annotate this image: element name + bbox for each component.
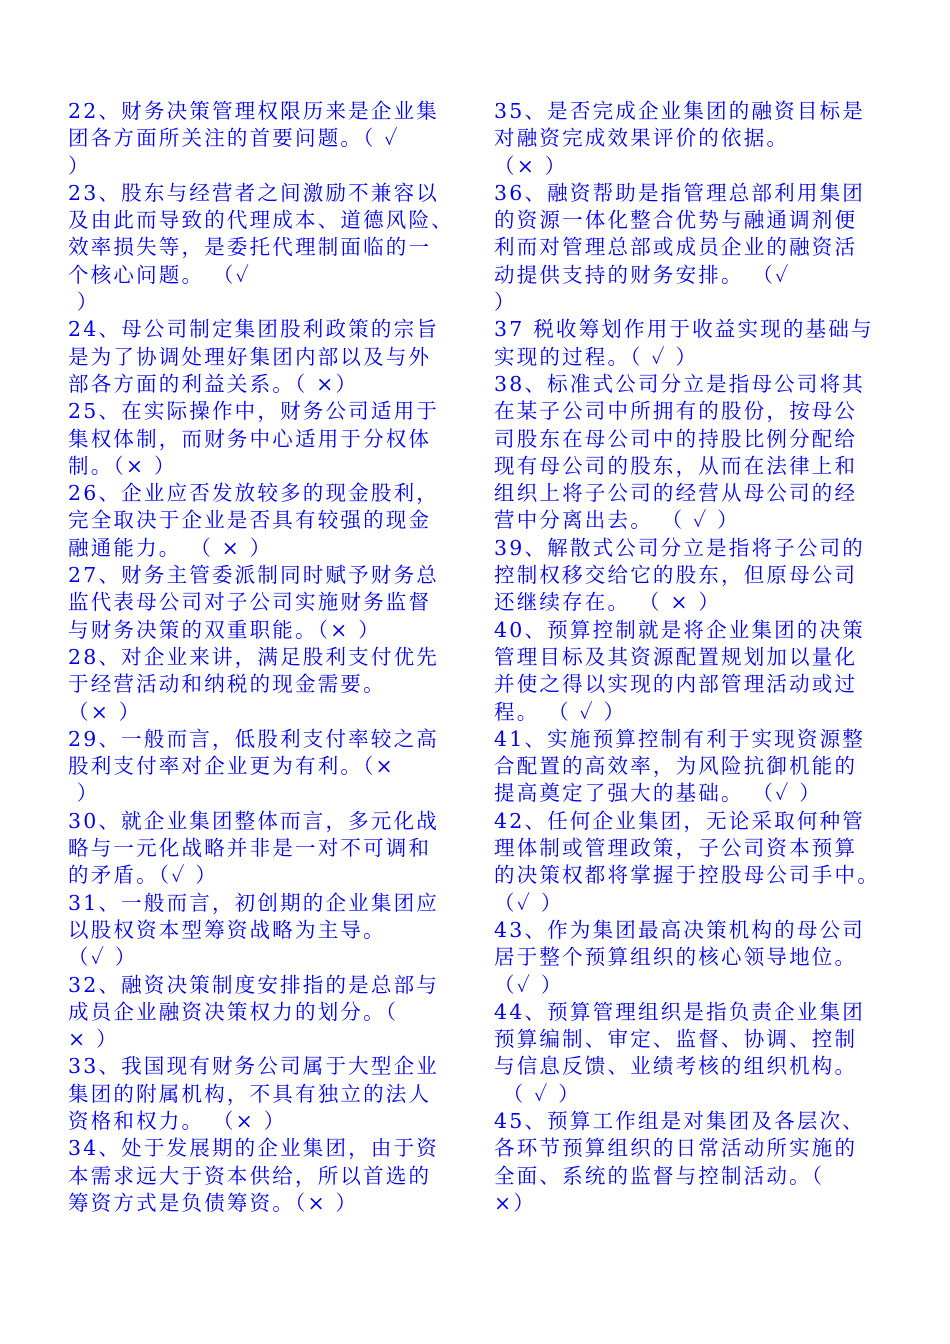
question-36: 36、融资帮助是指管理总部利用集团 的资源一体化整合优势与融通调剂便 利而对管理总部或成员企业的融资活 动提供支持的财务安排。 （✓ ） [494,180,865,315]
question-41: 41、实施预算控制有利于实现资源整 合配置的高效率，为风险抗御机能的 提高奠定了强大的基础。 （✓ ） [494,726,865,806]
question-35: 35、是否完成企业集团的融资目标是 对融资完成效果评价的依据。 （× ） [494,99,865,178]
question-28: 28、对企业来讲，满足股利支付优先 于经营活动和纳税的现金需要。 （× ） [68,644,439,724]
question-23: 23、股东与经营者之间激励不兼容以 及由此而导致的代理成本、道德风险、 效率损失等，是委托代理制面临的一 个核心问题。 （✓ ） [68,180,454,315]
question-32: 32、融资决策制度安排指的是总部与 成员企业融资决策权力的划分。（ × ） [68,972,439,1052]
left-column [68,98,458,1217]
question-38: 38、标准式公司分立是指母公司将其 在某子公司中所拥有的股份，按母公 司股东在母公司中的持股比例分配给 现有母公司的股东，从而在法律上和 组织上将子公司的经营从母公司的经 营中分离出去。 （ ✓ ） [494,371,865,533]
question-45: 45、预算工作组是对集团及各层次、 各环节预算组织的日常活动所实施的 全面、系统的监督与控制活动。（ ×） [494,1108,865,1215]
question-30: 30、就企业集团整体而言，多元化战 略与一元化战略并非是一对不可调和 的矛盾。（✓ ） [68,808,439,888]
question-27: 27、财务主管委派制同时赋予财务总 监代表母公司对子公司实施财务监督 与财务决策的双重职能。（× ） [68,563,439,642]
question-24: 24、母公司制定集团股利政策的宗旨 是为了协调处理好集团内部以及与外 部各方面的利益关系。（ ×） [68,317,439,396]
right-column [494,98,886,1217]
question-33: 33、我国现有财务公司属于大型企业 集团的附属机构，不具有独立的法人 资格和权力。 （× ） [68,1054,439,1133]
question-44: 44、预算管理组织是指负责企业集团 预算编制、审定、监督、协调、控制 与信息反馈、业绩考核的组织机构。 （ ✓ ） [494,999,865,1106]
question-37: 37 税收筹划作用于收益实现的基础与 实现的过程。（ ✓ ） [494,317,874,369]
question-39: 39、解散式公司分立是指将子公司的 控制权移交给它的股东，但原母公司 还继续存在。 （ × ） [494,535,865,615]
question-42: 42、任何企业集团，无论采取何种管 理体制或管理政策，子公司资本预算 的决策权都将掌握于控股母公司手中。 （✓ ） [494,808,880,915]
question-40: 40、预算控制就是将企业集团的决策 管理目标及其资源配置规划加以量化 并使之得以实现的内部管理活动或过 程。 （ ✓ ） [494,617,865,724]
question-26: 26、企业应否发放较多的现金股利， 完全取决于企业是否具有较强的现金 融通能力。 （ × ） [68,481,439,560]
question-43: 43、作为集团最高决策机构的母公司 居于整个预算组织的核心领导地位。 （✓ ） [494,917,865,997]
question-25: 25、在实际操作中，财务公司适用于 集权体制，而财务中心适用于分权体 制。（× ） [68,399,439,478]
question-34: 34、处于发展期的企业集团，由于资 本需求远大于资本供给，所以首选的 筹资方式是负债筹资。（× ） [68,1136,439,1215]
question-22: 22、财务决策管理权限历来是企业集 团各方面所关注的首要问题。（ ✓ ） [68,99,439,178]
question-29: 29、一般而言，低股利支付率较之高 股利支付率对企业更为有利。（× ） [68,726,439,806]
question-31: 31、一般而言，初创期的企业集团应 以股权资本型筹资战略为主导。 （✓ ） [68,890,439,970]
